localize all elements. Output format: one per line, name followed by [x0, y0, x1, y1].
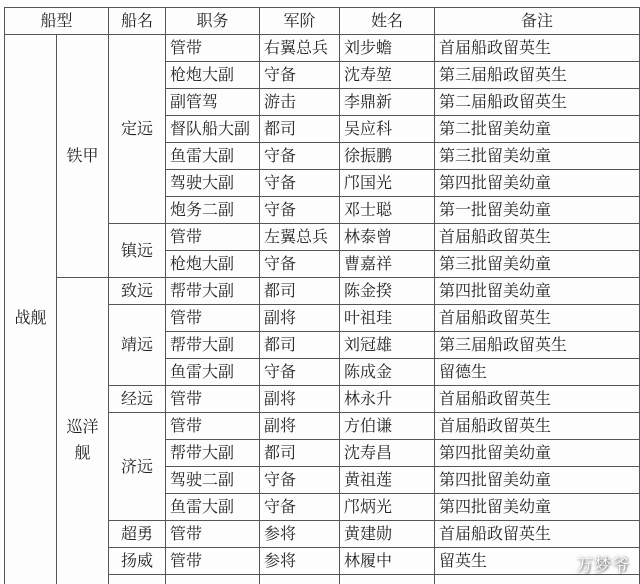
- cell-duty: 驾驶二副: [166, 467, 260, 494]
- cell-rank: 游击: [260, 89, 340, 116]
- cell-note: 第二批留美幼童: [435, 116, 640, 143]
- cell-name: 叶祖珪: [340, 305, 435, 332]
- cell-name: 林永升: [340, 386, 435, 413]
- ship-jingyuan: 靖远: [109, 305, 166, 386]
- cell-duty: 鱼雷大副: [166, 143, 260, 170]
- cut-cell: [166, 575, 260, 584]
- cell-rank: 守备: [260, 359, 340, 386]
- cut-cell: [109, 575, 166, 584]
- cell-note: 第四批留美幼童: [435, 494, 640, 521]
- cell-duty: 鱼雷大副: [166, 359, 260, 386]
- cell-rank: 副将: [260, 386, 340, 413]
- header-name: 姓名: [340, 8, 435, 35]
- group-cruiser: 巡洋 舰: [57, 278, 109, 584]
- ship-jiyuan: 济远: [109, 413, 166, 521]
- ship-yangwei: 扬威: [109, 548, 166, 575]
- cell-name: 徐振鹏: [340, 143, 435, 170]
- cut-cell: [260, 575, 340, 584]
- cell-name: 沈寿堃: [340, 62, 435, 89]
- cell-note: 第三届船政留英生: [435, 332, 640, 359]
- cell-duty: 管带: [166, 224, 260, 251]
- cell-duty: 帮带大副: [166, 332, 260, 359]
- cell-name: 沈寿昌: [340, 440, 435, 467]
- cell-name: 方伯谦: [340, 413, 435, 440]
- group-warship: 战舰: [5, 35, 57, 584]
- cell-rank: 左翼总兵: [260, 224, 340, 251]
- cell-name: 黄祖莲: [340, 467, 435, 494]
- cell-name: 曹嘉祥: [340, 251, 435, 278]
- header-rank: 军阶: [260, 8, 340, 35]
- cell-note: 首届船政留英生: [435, 224, 640, 251]
- cell-rank: 守备: [260, 197, 340, 224]
- cell-rank: 守备: [260, 251, 340, 278]
- cell-name: 陈金揆: [340, 278, 435, 305]
- officer-roster-table: [4, 7, 640, 584]
- cell-duty: 鱼雷大副: [166, 494, 260, 521]
- cell-note: 留德生: [435, 359, 640, 386]
- cell-rank: 守备: [260, 62, 340, 89]
- ship-jingyuan2: 经远: [109, 386, 166, 413]
- cell-note: 第四批留美幼童: [435, 467, 640, 494]
- header-duty: 职务: [166, 8, 260, 35]
- cell-rank: 都司: [260, 440, 340, 467]
- cell-duty: 驾驶大副: [166, 170, 260, 197]
- cell-name: 林履中: [340, 548, 435, 575]
- ship-dingyuan: 定远: [109, 35, 166, 224]
- cell-duty: 管带: [166, 386, 260, 413]
- cell-rank: 都司: [260, 332, 340, 359]
- cut-cell: [340, 575, 435, 584]
- ship-zhenyuan: 镇远: [109, 224, 166, 278]
- cell-name: 陈成金: [340, 359, 435, 386]
- cell-rank: 参将: [260, 548, 340, 575]
- cell-rank: 都司: [260, 116, 340, 143]
- cell-note: 首届船政留英生: [435, 521, 640, 548]
- cell-name: 刘冠雄: [340, 332, 435, 359]
- cell-rank: 右翼总兵: [260, 35, 340, 62]
- header-ship-name: 船名: [109, 8, 166, 35]
- header-row: [5, 8, 640, 35]
- cell-duty: 副管驾: [166, 89, 260, 116]
- cell-note: 第三批留美幼童: [435, 143, 640, 170]
- cell-rank: 守备: [260, 143, 340, 170]
- cell-note: 第三届船政留英生: [435, 62, 640, 89]
- cell-note: 首届船政留英生: [435, 305, 640, 332]
- cell-rank: 副将: [260, 305, 340, 332]
- cell-name: 林泰曾: [340, 224, 435, 251]
- cell-duty: 帮带大副: [166, 440, 260, 467]
- table-row: [5, 35, 640, 62]
- cell-name: 邝炳光: [340, 494, 435, 521]
- cell-rank: 参将: [260, 521, 340, 548]
- table-row: [5, 278, 640, 305]
- cell-duty: 枪炮大副: [166, 62, 260, 89]
- cell-note: 留英生: [435, 548, 640, 575]
- cell-note: 第四批留美幼童: [435, 170, 640, 197]
- ship-zhiyuan: 致远: [109, 278, 166, 305]
- group-ironclad: 铁甲: [57, 35, 109, 278]
- cell-name: 邝国光: [340, 170, 435, 197]
- header-note: 备注: [435, 8, 640, 35]
- cell-name: 黄建勋: [340, 521, 435, 548]
- cell-note: 第一批留美幼童: [435, 197, 640, 224]
- cell-duty: 督队船大副: [166, 116, 260, 143]
- cell-duty: 管带: [166, 548, 260, 575]
- cell-rank: 守备: [260, 170, 340, 197]
- cell-duty: 管带: [166, 521, 260, 548]
- cell-duty: 枪炮大副: [166, 251, 260, 278]
- cell-duty: 炮务二副: [166, 197, 260, 224]
- ship-chaoyong: 超勇: [109, 521, 166, 548]
- cell-name: 邓士聪: [340, 197, 435, 224]
- cell-name: 刘步蟾: [340, 35, 435, 62]
- cell-duty: 管带: [166, 35, 260, 62]
- cell-rank: 都司: [260, 278, 340, 305]
- cell-duty: 管带: [166, 305, 260, 332]
- watermark: 万梦爷: [576, 556, 630, 576]
- header-ship-type: 船型: [5, 8, 109, 35]
- cell-note: 首届船政留英生: [435, 35, 640, 62]
- cell-rank: 守备: [260, 467, 340, 494]
- cell-note: 第二届船政留英生: [435, 89, 640, 116]
- cell-note: 第三批留美幼童: [435, 251, 640, 278]
- cell-duty: 管带: [166, 413, 260, 440]
- cell-duty: 帮带大副: [166, 278, 260, 305]
- cell-note: 第四批留美幼童: [435, 278, 640, 305]
- cell-note: 首届船政留英生: [435, 413, 640, 440]
- cell-note: 第四批留美幼童: [435, 440, 640, 467]
- cell-name: 李鼎新: [340, 89, 435, 116]
- cell-note: 首届船政留英生: [435, 386, 640, 413]
- cell-name: 吴应科: [340, 116, 435, 143]
- cell-rank: 副将: [260, 413, 340, 440]
- cell-rank: 守备: [260, 494, 340, 521]
